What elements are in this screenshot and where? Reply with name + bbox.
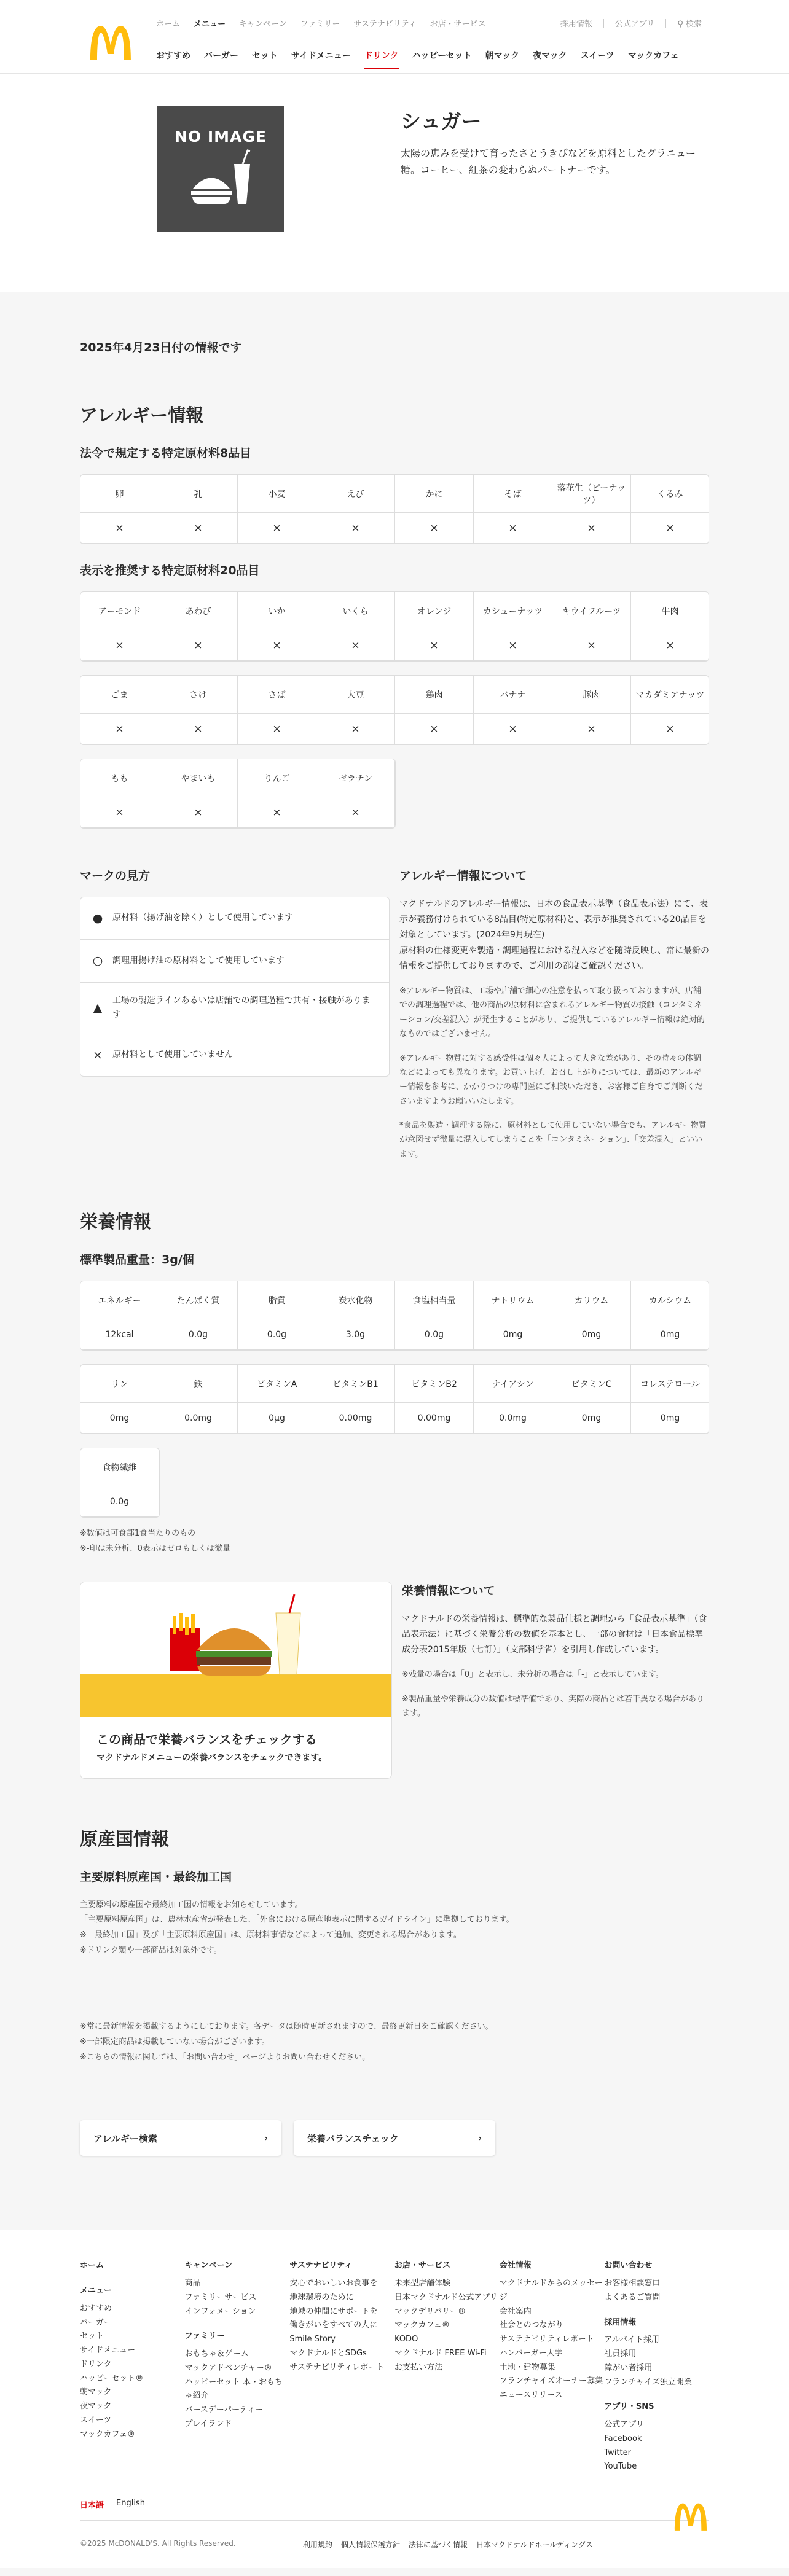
allergen-value: × [395,513,474,544]
footer-link[interactable]: 日本マクドナルド公式アプリ [394,2292,498,2302]
rec20-tables [80,591,709,829]
footer-link[interactable]: バースデーパーティー [184,2405,264,2415]
footer-link[interactable]: フランチャイズオーナー募集 [499,2376,603,2386]
marks-title: マークの見方 [80,869,151,883]
nutrient-value: 0.0mg [474,1403,552,1434]
footer-heading[interactable]: メニュー [80,2286,112,2296]
nutrient-value: 3.0g [316,1319,395,1350]
category-nav [156,49,679,69]
footer-link[interactable]: 障がい者採用 [604,2363,653,2373]
allergen-value: × [80,714,159,744]
allergen-name: 卵 [80,475,159,513]
nutrient-value: 0.00mg [316,1403,395,1434]
info-date: 2025年4月23日付の情報です [80,341,242,354]
allergen-name: 牛肉 [631,592,709,630]
nutrient-value: 0.0g [159,1319,238,1350]
footer-link[interactable]: Facebook [604,2434,642,2443]
nutrition-note: ※数値は可食部1食当たりのもの [80,1529,196,1539]
allergy-search-button[interactable] [80,2120,281,2156]
nutrient-name: ナイアシン [474,1365,552,1403]
allergen-value: × [238,630,316,661]
category-tab[interactable]: スイーツ [580,51,614,61]
nutrition-table [80,1364,709,1434]
top-nav-item[interactable]: サステナビリティ [353,20,417,29]
footer-heading[interactable]: キャンペーン [184,2261,233,2271]
allergen-value: × [80,797,159,828]
category-tab[interactable]: 夜マック [533,51,567,61]
allergen-value: × [159,714,238,744]
footer-heading[interactable]: ファミリー [184,2332,225,2341]
nutrition-balance-label: 栄養バランスチェック [307,2133,399,2144]
allergen-value: × [316,714,395,744]
footer-link[interactable]: 商品 [184,2279,201,2289]
mark-legend-row [80,983,389,1035]
allergen-value: × [631,714,709,744]
footer-link[interactable]: サステナビリティレポート [499,2335,594,2344]
allergy-about-column [399,867,709,1161]
balance-card-column [80,1582,392,1779]
footer-link[interactable]: マックデリバリー® [394,2306,466,2316]
burger-fries-drink-icon [80,1582,392,1717]
footer-link[interactable]: セット [80,2332,104,2341]
footer-legal-links [303,2539,593,2550]
footer-link[interactable]: マックカフェ® [80,2429,135,2439]
category-tab[interactable]: ハッピーセット [412,51,472,61]
nutrient-name: リン [80,1365,159,1403]
law8-title: 法令で規定する特定原材料8品目 [80,447,252,460]
origin-line: 「主要原料原産国」は、農林水産省が発表した、「外食における原産地表示に関するガイドライン」に準拠しております。 [80,1915,514,1925]
allergen-name: ゼラチン [316,759,395,797]
allergen-name: 落花生（ピーナッツ） [552,475,631,513]
recruit-link[interactable]: 採用情報 [560,20,592,29]
nutrition-table-wrap [80,1281,709,1351]
nutrient-value: 0mg [474,1319,552,1350]
footer-link[interactable]: マクドナルドからのメッセージ [499,2279,603,2302]
allergen-table [80,591,709,662]
top-nav-item[interactable]: ホーム [156,20,181,29]
allergen-name: そば [474,475,552,513]
nutrient-value: 0μg [238,1403,316,1434]
footer-link[interactable]: 地域の仲間にサポートを [289,2306,378,2316]
allergen-value: × [395,630,474,661]
allergen-name: 豚肉 [552,676,631,714]
top-nav-item[interactable]: メニュー [194,20,226,29]
mcdonalds-logo-icon[interactable] [87,23,134,61]
allergen-value: × [80,513,159,544]
category-tab[interactable]: サイドメニュー [291,51,351,61]
rec20-title: 表示を推奨する特定原材料20品目 [80,564,260,577]
search-icon: ⚲ [677,20,683,29]
nutrient-name: ビタミンC [552,1365,631,1403]
no-image-text: NO IMAGE [174,128,267,146]
mark-label: 原材料として使用していません [112,1050,233,1060]
nutrient-value: 0.0mg [159,1403,238,1434]
allergen-value: × [552,630,631,661]
nutrition-balance-button[interactable] [294,2120,495,2156]
origin-line: ※ドリンク類や一部商品は対象外です。 [80,1945,222,1955]
mark-label: 原材料（揚げ油を除く）として使用しています [112,913,293,923]
footer-link[interactable]: お客様相談窓口 [604,2279,661,2289]
nutrient-name: コレステロール [631,1365,709,1403]
mark-legend-row [80,940,389,982]
copyright: ©2025 McDONALD'S. All Rights Reserved. [80,2539,236,2548]
footer-link[interactable]: 社員採用 [604,2349,637,2359]
footer-link[interactable]: 地球環境のために [289,2292,354,2302]
allergen-name: 乳 [159,475,238,513]
allergen-value: × [474,714,552,744]
product-hero [0,74,789,292]
nutrient-value: 0.0g [80,1486,159,1517]
allergen-name: 鶏肉 [395,676,474,714]
balance-card-title: この商品で栄養バランスをチェックする [96,1731,317,1747]
nutrition-info-row [80,1582,709,1779]
footer-link[interactable]: ドリンク [80,2359,112,2369]
nutrient-name: ビタミンB1 [316,1365,395,1403]
allergen-value: × [159,630,238,661]
origin-title: 原産国情報 [80,1828,170,1849]
footer-heading[interactable]: お店・サービス [394,2261,451,2271]
footer-legal-link[interactable]: 利用規約 [302,2540,332,2550]
footer-link[interactable]: お支払い方法 [394,2362,443,2372]
footer-heading[interactable]: 採用情報 [604,2317,637,2327]
allergen-name: バナナ [474,676,552,714]
nutrition-about-text: マクドナルドの栄養情報は、標準的な製品仕様と調理から「食品表示基準」（食品表示法）に基づく栄養分析の数値を基本とし、一部の食材は「日本食品標準成分表2015年版（七訂）」（文部科学省）を引用し作成しています。 [402,1614,707,1655]
allergen-name: あわび [159,592,238,630]
product-name: シュガー [401,109,482,133]
footer-column [604,2259,709,2474]
allergen-value: × [474,630,552,661]
nutrient-value: 0.00mg [395,1403,474,1434]
origin-note: ※常に最新情報を掲載するようにしております。各データは随時更新されますので、最終更新日をご確認ください。 [80,2022,493,2032]
allergen-name: ごま [80,676,159,714]
mark-symbol-icon: ▲ [93,1001,103,1015]
nutrient-name: カリウム [552,1281,631,1319]
allergen-name: 小麦 [238,475,316,513]
top-links [560,17,702,29]
footer-legal-link[interactable]: 日本マクドナルドホールディングス [476,2540,593,2550]
footer-link[interactable]: スイーツ [80,2415,112,2425]
site-footer [0,2230,789,2568]
allergen-name: やまいも [159,759,238,797]
footer-link[interactable]: サイドメニュー [80,2346,135,2355]
footer-link[interactable]: 公式アプリ [604,2420,644,2430]
footer-link[interactable]: Smile Story [289,2335,336,2344]
footer-heading[interactable]: アプリ・SNS [604,2402,654,2412]
mark-symbol-icon: ○ [92,954,103,968]
nutrient-name: 食物繊維 [80,1448,159,1486]
allergen-table [80,675,709,745]
nutrient-name: たんぱく質 [159,1281,238,1319]
nutrition-about-title: 栄養情報について [402,1583,495,1598]
allergen-name: りんご [238,759,316,797]
burger-drink-icon [184,146,257,213]
allergy-title: アレルギー情報 [80,405,204,426]
balance-card-subtitle: マクドナルドメニューの栄養バランスをチェックできます。 [96,1752,328,1763]
nutrition-about-note: ※製品重量や栄養成分の数値は標準値であり、実際の商品とは若干異なる場合があります。 [402,1694,704,1718]
origin-subtitle: 主要原料原産国・最終加工国 [80,1870,232,1884]
allergen-value: × [316,797,395,828]
allergen-value: × [316,630,395,661]
footer-link[interactable]: おすすめ [80,2303,112,2313]
nutrition-table-wrap [80,1364,709,1434]
nutrient-name: エネルギー [80,1281,159,1319]
category-tab[interactable]: マックカフェ [627,51,679,61]
origin-line: ※「最終加工国」及び「主要原料原産国」は、原材料事情などによって追加、変更される場合があります。 [80,1930,461,1940]
allergen-value: × [316,513,395,544]
site-header [0,0,789,74]
nutrient-name: ビタミンA [238,1365,316,1403]
product-description: 太陽の恵みを受けて育ったさとうきびなどを原料としたグラニュー糖。コーヒー、紅茶の変わらぬパートナーです。 [401,147,696,176]
mark-symbol-icon: × [93,1048,103,1063]
mark-label: 工場の製造ラインあるいは店舗での調理過程で共有・接触があります [112,995,371,1020]
nutrient-value: 0.0g [238,1319,316,1350]
allergen-name: さば [238,676,316,714]
allergen-value: × [159,513,238,544]
footer-column [80,2259,185,2474]
allergen-name: カシューナッツ [474,592,552,630]
allergen-value: × [395,714,474,744]
category-tab[interactable]: セット [251,51,278,61]
allergen-name: えび [316,475,395,513]
nutrient-name: ビタミンB2 [395,1365,474,1403]
origin-note: ※一部限定商品は掲載していない場合がございます。 [80,2037,270,2047]
allergen-table [80,759,396,829]
allergen-name: かに [395,475,474,513]
origin-notes [80,2020,709,2065]
nutrition-table [80,1448,160,1518]
footer-link[interactable]: マクドナルド FREE Wi-Fi [394,2348,487,2358]
footer-link[interactable]: 社会とのつながり [499,2320,563,2330]
allergen-name: アーモンド [80,592,159,630]
nutrient-value: 0.0g [395,1319,474,1350]
footer-legal-link[interactable]: 個人情報保護方針 [340,2540,400,2550]
nutrient-name: 炭水化物 [316,1281,395,1319]
origin-description [80,1898,709,1959]
footer-column [185,2259,290,2474]
top-nav-item[interactable]: キャンペーン [239,20,287,29]
footer-link[interactable]: ハッピーセット® [80,2373,144,2383]
allergy-about-text: マクドナルドのアレルギー情報は、日本の食品表示基準（食品表示法）にて、表示が義務付けられている8品目(特定原材料)と、表示が推奨されている20品目を対象としています。(2024年9月現在) 原材料の仕様変更や製造・調理過程における混入などを随時反映し、常に最新の情報をご提供しておりますので、ご利用の都度ご確認ください。 [399,899,709,971]
footer-link[interactable]: Twitter [604,2448,631,2457]
footer-link[interactable]: ハッピーセット 本・おもちゃ紹介 [184,2377,283,2401]
nutrient-name: 脂質 [238,1281,316,1319]
footer-link[interactable]: YouTube [604,2462,637,2472]
lang-english[interactable]: English [116,2499,145,2508]
allergen-value: × [474,513,552,544]
footer-link[interactable]: 土地・建物募集 [499,2362,555,2372]
footer-heading[interactable]: サステナビリティ [289,2261,353,2271]
allergy-about-title: アレルギー情報について [399,869,527,883]
top-nav [156,17,485,29]
nutrition-about-column [402,1582,709,1779]
nutrition-about-notes [402,1668,709,1720]
top-nav-item[interactable]: ファミリー [300,20,340,29]
footer-heading[interactable]: ホーム [80,2261,104,2271]
allergy-search-label: アレルギー検索 [93,2133,158,2144]
lang-japanese[interactable]: 日本語 [80,2501,104,2511]
footer-legal-link[interactable]: 法律に基づく情報 [408,2540,468,2550]
origin-note: ※こちらの情報に関しては、「お問い合わせ」ページよりお問い合わせください。 [80,2052,371,2062]
footer-link[interactable]: バーガー [80,2317,112,2327]
divider [603,19,604,28]
allergen-value: × [552,714,631,744]
law8-table-wrap [80,474,709,544]
footer-columns [80,2259,709,2474]
footer-column [500,2259,605,2474]
main-content [0,292,789,2156]
top-nav-item[interactable]: お店・サービス [430,20,486,29]
allergy-note: ※アレルギー物質は、工場や店舗で細心の注意を払って取り扱っておりますが、店舗での調理過程では、他の商品の原材料に含まれるアレルギー物質の接触（コンタミネーション/交差混入）が発生することがあり、ご提供しているアレルギー情報は絶対的なものではございません。 [399,986,705,1039]
product-image-placeholder [157,106,284,232]
footer-link[interactable]: ニュースリリース [499,2391,563,2400]
footer-link[interactable]: アルバイト採用 [604,2335,659,2345]
mark-legend-row [80,1034,389,1076]
spacer [660,2539,709,2550]
language-switcher [80,2499,709,2510]
marks-legend [80,897,390,1077]
allergen-value: × [552,513,631,544]
nutrient-name: 食塩相当量 [395,1281,474,1319]
nutrient-name: カルシウム [631,1281,709,1319]
footer-column [394,2259,500,2474]
footer-link[interactable]: サステナビリティレポート [289,2362,385,2372]
footer-link[interactable]: マクドナルドとSDGs [289,2348,367,2358]
allergen-name: キウイフルーツ [552,592,631,630]
category-tab[interactable]: バーガー [204,51,238,61]
nutrient-value: 0mg [552,1403,631,1434]
allergen-name: 大豆 [316,676,395,714]
footer-link[interactable]: プレイランド [184,2419,232,2429]
allergen-value: × [238,797,316,828]
nutrient-name: 鉄 [159,1365,238,1403]
divider [665,19,666,28]
mark-symbol-icon: ● [92,911,103,925]
footer-link[interactable]: よくあるご質問 [604,2292,661,2302]
allergen-name: マカダミアナッツ [631,676,709,714]
allergen-value: × [631,513,709,544]
chevron-right-icon: › [264,2133,268,2144]
search-link[interactable] [677,17,702,29]
nutrient-value: 0mg [631,1403,709,1434]
footer-link[interactable]: マックカフェ® [394,2320,450,2330]
footer-bottom [80,2520,709,2550]
nutrition-tables [80,1281,709,1518]
nutrient-value: 12kcal [80,1319,159,1350]
allergy-about-notes [399,984,709,1161]
footer-link[interactable]: インフォメーション [184,2306,256,2316]
footer-link[interactable]: 朝マック [80,2387,112,2397]
allergy-note: *食品を製造・調理する際に、原材料として使用していない場合でも、アレルギー物質が意図せず微量に混入してしまうことを「コンタミネーション」、「交差混入」といいます。 [399,1121,707,1159]
nutrition-note: ※-印は未分析、0表示はゼロもしくは微量 [80,1544,230,1553]
mark-label: 調理用揚げ油の原材料として使用しています [112,955,285,966]
footer-link[interactable]: ファミリーサービス [184,2292,257,2302]
origin-line: 主要原料の原産国や最終加工国の情報をお知らせしています。 [80,1900,303,1910]
allergy-note: ※アレルギー物質に対する感受性は個々人によって大きな差があり、その時々の体調などによっても異なります。お買い上げ、お召し上がりについては、最新のアレルギー情報を参考に、かかりつけの専門医にご相談いただき、お客様ご自身でご判断くださいますようお願いいたします。 [399,1053,703,1106]
footer-link[interactable]: 未来型店舗体験 [394,2279,451,2289]
footer-link[interactable]: おもちゃ＆ゲーム [184,2349,249,2359]
footer-link[interactable]: 安心でおいしいお食事を [289,2279,378,2289]
nutrition-table [80,1281,709,1351]
allergen-value: × [80,630,159,661]
nutrient-value: 0mg [552,1319,631,1350]
allergen-value: × [159,797,238,828]
balance-check-card[interactable] [80,1582,392,1779]
allergen-name: いくら [316,592,395,630]
footer-link[interactable]: マックアドベンチャー® [184,2363,272,2373]
allergen-name: もも [80,759,159,797]
nutrition-table-wrap [80,1434,709,1518]
nutrition-title: 栄養情報 [80,1211,152,1233]
footer-link[interactable]: 夜マック [80,2402,112,2411]
footer-heading[interactable]: お問い合わせ [604,2261,653,2271]
mark-legend-row [80,897,389,940]
category-tab[interactable]: おすすめ [156,51,191,61]
allergen-name: いか [238,592,316,630]
category-tab[interactable]: ドリンク [364,49,399,69]
allergen-value: × [238,513,316,544]
footer-link[interactable]: 会社案内 [499,2306,532,2316]
nutrition-about-note: ※残量の場合は「0」と表示し、未分析の場合は「-」と表示しています。 [402,1670,664,1680]
mcdonalds-logo-icon[interactable] [672,2500,709,2532]
nutrient-value: 0mg [80,1403,159,1434]
nutrient-name: ナトリウム [474,1281,552,1319]
nutrient-value: 0mg [631,1319,709,1350]
allergy-info-row [80,867,709,1161]
standard-weight: 標準製品重量：3g/個 [80,1253,194,1267]
footer-link[interactable]: 働きがいをすべての人に [289,2320,378,2330]
footer-link[interactable]: フランチャイズ独立開業 [604,2377,692,2387]
allergen-name: オレンジ [395,592,474,630]
allergen-name: さけ [159,676,238,714]
category-tab[interactable]: 朝マック [485,51,520,61]
footer-heading[interactable]: 会社情報 [499,2261,532,2271]
marks-column [80,867,390,1161]
balance-card-image [80,1582,391,1717]
chevron-right-icon: › [477,2133,482,2144]
search-label: 検索 [685,20,702,29]
footer-link[interactable]: ハンバーガー大学 [499,2348,563,2358]
footer-column [289,2259,394,2474]
allergen-value: × [238,714,316,744]
official-app-link[interactable]: 公式アプリ [614,20,655,29]
footer-link[interactable]: KODO [394,2335,418,2344]
bottom-buttons [80,2120,709,2156]
nutrition-notes [80,1526,709,1556]
allergen-name: くるみ [631,475,709,513]
allergen-value: × [631,630,709,661]
allergen-table [80,474,709,544]
